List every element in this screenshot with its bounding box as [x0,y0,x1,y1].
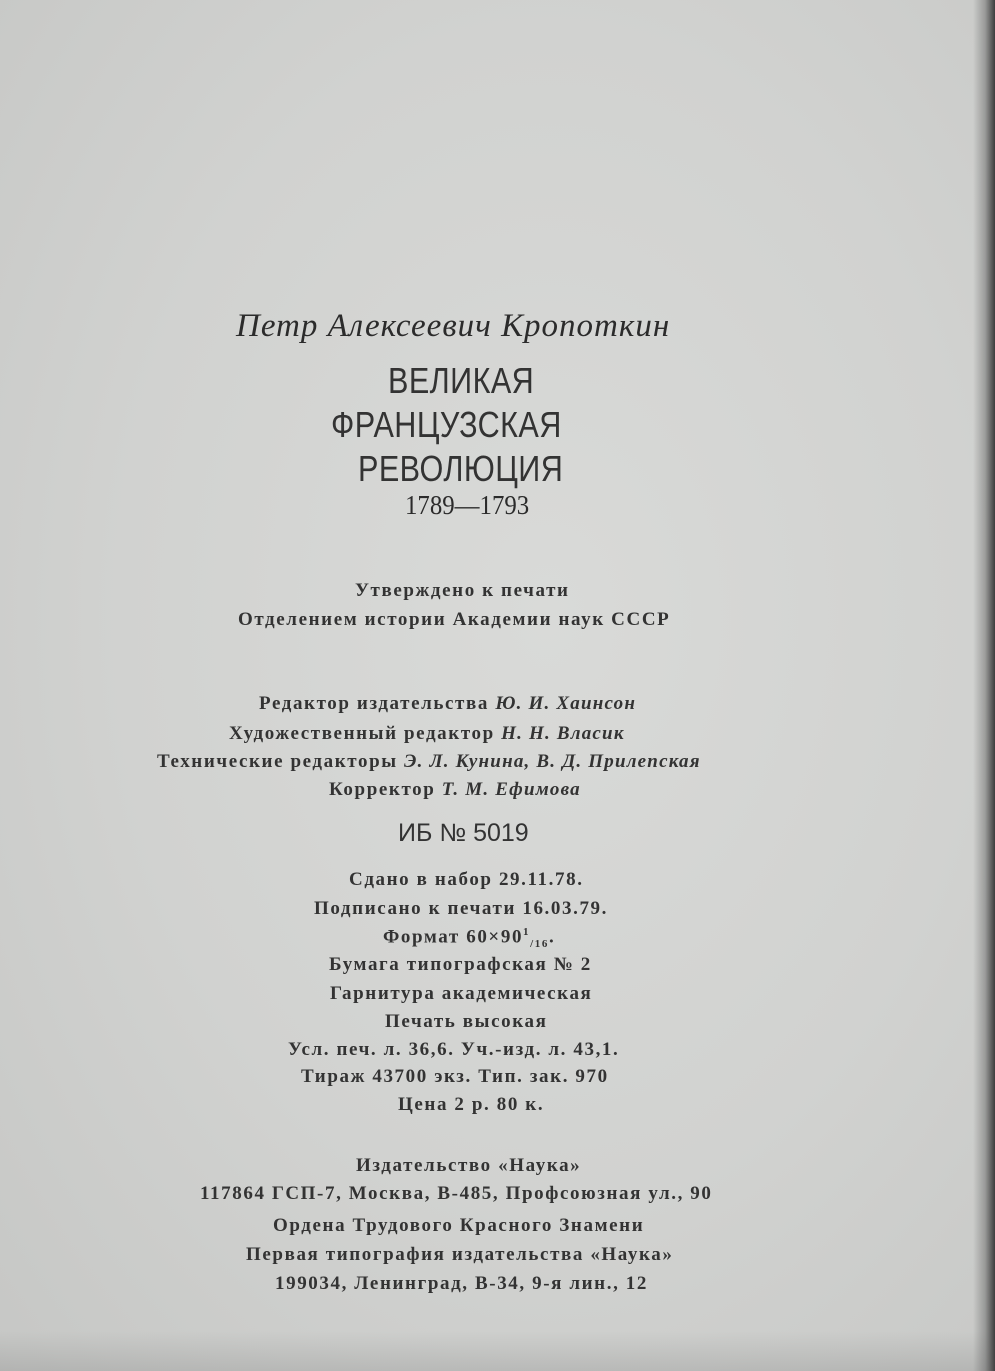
printer-line-2: Первая типография издательства «Наука» [246,1244,674,1265]
editor-name: Н. Н. Власик [501,723,625,744]
publisher-name: Издательство «Наука» [356,1155,582,1176]
page-bottom-shadow [0,1331,995,1371]
title-line-2: ФРАНЦУЗСКАЯ [331,404,562,445]
ib-number: ИБ № 5019 [398,819,529,847]
editor-role: Технические редакторы [157,751,398,772]
title-line-3: РЕВОЛЮЦИЯ [358,448,564,489]
spec-sheets: Усл. печ. л. 36,6. Уч.-изд. л. 43,1. [288,1039,620,1060]
editor-technical [157,751,701,773]
spec-print: Печать высокая [385,1011,548,1032]
editor-role: Корректор [329,779,436,800]
title-years: 1789—1793 [405,490,530,520]
approval-line-2: Отделением истории Академии наук СССР [238,609,671,630]
editor-name: Т. М. Ефимова [441,779,581,800]
editor-role: Художественный редактор [229,723,495,744]
editor-name: Ю. И. Хаинсон [495,693,637,714]
publisher-address: 117864 ГСП-7, Москва, В-485, Профсоюзная ул., 90 [200,1183,713,1204]
spec-typeset-date: Сдано в набор 29.11.78. [349,869,584,890]
printer-address: 199034, Ленинград, В-34, 9-я лин., 12 [275,1273,648,1294]
editor-name: Э. Л. Кунина, В. Д. Прилепская [404,751,701,772]
spec-typeface: Гарнитура академическая [330,983,593,1004]
spec-signed-date: Подписано к печати 16.03.79. [314,898,609,919]
title-line-1: ВЕЛИКАЯ [388,360,535,401]
editor-role: Редактор издательства [259,693,489,714]
spec-price: Цена 2 р. 80 к. [398,1094,545,1115]
approval-line-1: Утверждено к печати [355,580,570,601]
spec-format-sup: 1 [523,926,531,938]
printer-line-1: Ордена Трудового Красного Знамени [273,1215,645,1236]
spec-print-run: Тираж 43700 экз. Тип. зак. 970 [301,1066,609,1087]
spec-format-label: Формат [383,926,460,948]
spec-format-value: 60×90 [466,926,524,948]
spec-format-sub: /16 [530,938,550,951]
editor-proofreader [329,779,581,801]
author-name: Петр Алексеевич Кропоткин [236,308,671,344]
page-edge-shadow [973,0,995,1371]
spec-format [383,926,555,950]
editor-art [229,723,625,745]
spec-paper: Бумага типографская № 2 [329,954,592,975]
spec-format-end: . [549,926,556,948]
editor-publishing [259,693,636,715]
